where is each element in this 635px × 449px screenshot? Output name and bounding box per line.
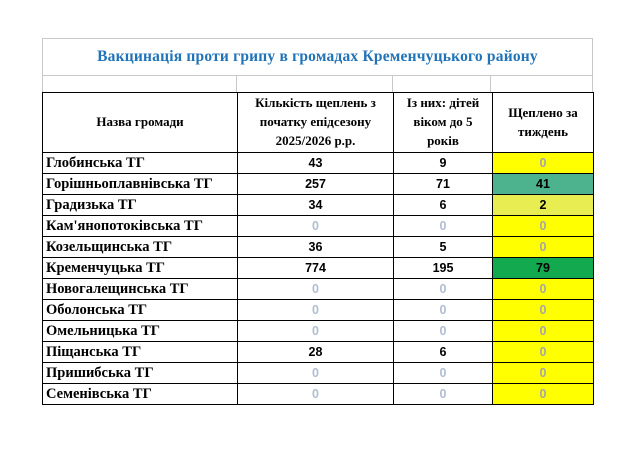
children-under5-cell: 195: [394, 258, 493, 279]
children-under5-cell: 71: [394, 174, 493, 195]
community-name-cell: Козельщинська ТГ: [43, 237, 238, 258]
community-name-cell: Омельницька ТГ: [43, 321, 238, 342]
community-name-cell: Оболонська ТГ: [43, 300, 238, 321]
week-total-cell: 0: [493, 300, 594, 321]
season-total-cell: 257: [238, 174, 394, 195]
col-header-season-total: Кількість щеплень з початку епідсезону 2025/2026 р.р.: [238, 93, 394, 153]
children-under5-cell: 6: [394, 342, 493, 363]
children-under5-cell: 0: [394, 321, 493, 342]
week-total-cell: 0: [493, 321, 594, 342]
community-name-cell: Кременчуцька ТГ: [43, 258, 238, 279]
week-total-cell: 0: [493, 384, 594, 405]
week-total-cell: 0: [493, 153, 594, 174]
children-under5-cell: 5: [394, 237, 493, 258]
community-name-cell: Новогалещинська ТГ: [43, 279, 238, 300]
season-total-cell: 34: [238, 195, 394, 216]
week-total-cell: 41: [493, 174, 594, 195]
table-row: [43, 258, 594, 279]
season-total-cell: 43: [238, 153, 394, 174]
table-row: [43, 195, 594, 216]
community-name-cell: Піщанська ТГ: [43, 342, 238, 363]
spacer-cell: [43, 76, 237, 92]
season-total-cell: 28: [238, 342, 394, 363]
community-table-body: [43, 153, 594, 405]
spacer-cell: [237, 76, 392, 92]
week-total-cell: 0: [493, 237, 594, 258]
header-row: [43, 93, 594, 153]
season-total-cell: 0: [238, 279, 394, 300]
spacer-row: [42, 76, 593, 92]
community-name-cell: Градизька ТГ: [43, 195, 238, 216]
community-name-cell: Горішньоплавнівська ТГ: [43, 174, 238, 195]
table-row: [43, 174, 594, 195]
week-total-cell: 0: [493, 279, 594, 300]
col-header-week-total: Щеплено за тиждень: [493, 93, 594, 153]
week-total-cell: 0: [493, 342, 594, 363]
season-total-cell: 774: [238, 258, 394, 279]
table-row: [43, 363, 594, 384]
children-under5-cell: 0: [394, 300, 493, 321]
children-under5-cell: 0: [394, 363, 493, 384]
children-under5-cell: 6: [394, 195, 493, 216]
vaccination-table: [42, 92, 594, 405]
spacer-cell: [393, 76, 492, 92]
season-total-cell: 0: [238, 384, 394, 405]
children-under5-cell: 0: [394, 216, 493, 237]
report-title: Вакцинація проти грипу в громадах Кременчуцького району: [42, 38, 593, 76]
table-row: [43, 216, 594, 237]
table-row: [43, 237, 594, 258]
community-name-cell: Семенівська ТГ: [43, 384, 238, 405]
children-under5-cell: 0: [394, 279, 493, 300]
col-header-community: Назва громади: [43, 93, 238, 153]
vaccination-report: [42, 38, 593, 405]
week-total-cell: 0: [493, 216, 594, 237]
table-row: [43, 279, 594, 300]
week-total-cell: 2: [493, 195, 594, 216]
season-total-cell: 0: [238, 363, 394, 384]
table-row: [43, 384, 594, 405]
children-under5-cell: 9: [394, 153, 493, 174]
season-total-cell: 0: [238, 216, 394, 237]
week-total-cell: 79: [493, 258, 594, 279]
col-header-children-under5: Із них: дітей віком до 5 років: [394, 93, 493, 153]
table-row: [43, 300, 594, 321]
community-name-cell: Кам'янопотоківська ТГ: [43, 216, 238, 237]
community-name-cell: Глобинська ТГ: [43, 153, 238, 174]
table-row: [43, 342, 594, 363]
season-total-cell: 0: [238, 300, 394, 321]
spacer-cell: [491, 76, 592, 92]
community-name-cell: Пришибська ТГ: [43, 363, 238, 384]
children-under5-cell: 0: [394, 384, 493, 405]
table-row: [43, 321, 594, 342]
table-row: [43, 153, 594, 174]
week-total-cell: 0: [493, 363, 594, 384]
season-total-cell: 0: [238, 321, 394, 342]
season-total-cell: 36: [238, 237, 394, 258]
